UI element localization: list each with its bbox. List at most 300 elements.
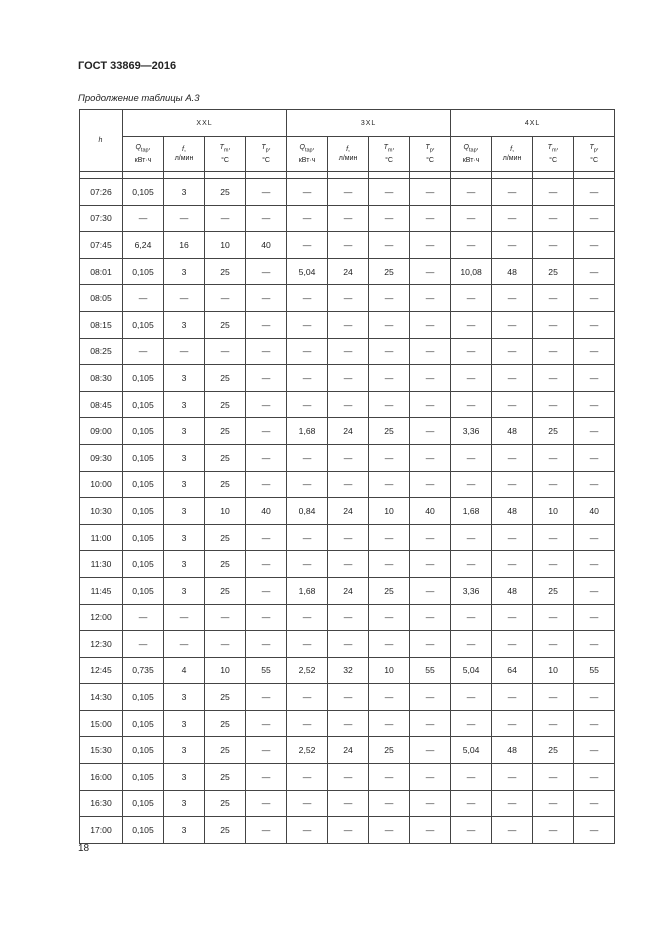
value-cell: — bbox=[164, 631, 205, 658]
value-cell: 25 bbox=[205, 710, 246, 737]
value-cell: 25 bbox=[205, 391, 246, 418]
value-cell: 0,105 bbox=[123, 471, 164, 498]
value-cell: 32 bbox=[328, 657, 369, 684]
value-cell: — bbox=[492, 205, 533, 232]
value-cell: — bbox=[533, 684, 574, 711]
value-cell: — bbox=[451, 710, 492, 737]
value-cell: — bbox=[492, 365, 533, 392]
value-cell: — bbox=[246, 285, 287, 312]
value-cell: 4 bbox=[164, 657, 205, 684]
value-cell: — bbox=[205, 631, 246, 658]
t-p-header: $T_p$, °C bbox=[574, 137, 615, 172]
value-cell: — bbox=[205, 604, 246, 631]
value-cell: 55 bbox=[410, 657, 451, 684]
value-cell: — bbox=[287, 764, 328, 791]
value-cell: 0,105 bbox=[123, 764, 164, 791]
h-column-header: h bbox=[80, 110, 123, 172]
value-cell: — bbox=[369, 817, 410, 844]
value-cell: — bbox=[451, 551, 492, 578]
value-cell: — bbox=[287, 684, 328, 711]
value-cell: — bbox=[164, 285, 205, 312]
value-cell: — bbox=[328, 444, 369, 471]
value-cell: — bbox=[410, 444, 451, 471]
value-cell: 2,52 bbox=[287, 737, 328, 764]
time-cell: 07:30 bbox=[80, 205, 123, 232]
value-cell: — bbox=[287, 232, 328, 259]
value-cell: 1,68 bbox=[451, 498, 492, 525]
f-header: f, л/мин bbox=[492, 137, 533, 172]
t-m-header: $T_m$, °C bbox=[369, 137, 410, 172]
value-cell: — bbox=[533, 631, 574, 658]
value-cell: — bbox=[410, 418, 451, 445]
value-cell: — bbox=[574, 232, 615, 259]
table-row bbox=[80, 790, 615, 817]
value-cell: — bbox=[328, 205, 369, 232]
value-cell: 25 bbox=[533, 258, 574, 285]
value-cell: — bbox=[492, 471, 533, 498]
value-cell: 40 bbox=[246, 232, 287, 259]
value-cell: — bbox=[328, 710, 369, 737]
table-row bbox=[80, 657, 615, 684]
value-cell: — bbox=[287, 631, 328, 658]
value-cell: 3 bbox=[164, 524, 205, 551]
value-cell: — bbox=[492, 684, 533, 711]
value-cell: — bbox=[246, 551, 287, 578]
q-tap-header: $Q_{tap}$, кВт·ч bbox=[123, 137, 164, 172]
value-cell: 10 bbox=[533, 498, 574, 525]
table-row bbox=[80, 365, 615, 392]
value-cell: — bbox=[369, 391, 410, 418]
value-cell: — bbox=[164, 338, 205, 365]
value-cell: — bbox=[533, 790, 574, 817]
value-cell: — bbox=[328, 285, 369, 312]
value-cell: — bbox=[287, 604, 328, 631]
value-cell: 0,84 bbox=[287, 498, 328, 525]
q-tap-header: $Q_{tap}$, кВт·ч bbox=[287, 137, 328, 172]
value-cell: — bbox=[492, 764, 533, 791]
value-cell: — bbox=[574, 258, 615, 285]
value-cell: 24 bbox=[328, 258, 369, 285]
time-cell: 15:00 bbox=[80, 710, 123, 737]
value-cell: — bbox=[246, 710, 287, 737]
value-cell: — bbox=[410, 790, 451, 817]
value-cell: 24 bbox=[328, 498, 369, 525]
value-cell: 0,105 bbox=[123, 444, 164, 471]
value-cell: 3 bbox=[164, 311, 205, 338]
time-cell: 15:30 bbox=[80, 737, 123, 764]
value-cell: 3,36 bbox=[451, 418, 492, 445]
value-cell: — bbox=[123, 205, 164, 232]
value-cell: — bbox=[492, 444, 533, 471]
value-cell: — bbox=[574, 179, 615, 206]
table-row bbox=[80, 444, 615, 471]
value-cell: 25 bbox=[205, 764, 246, 791]
value-cell: 25 bbox=[205, 444, 246, 471]
time-cell: 08:25 bbox=[80, 338, 123, 365]
value-cell: — bbox=[369, 311, 410, 338]
value-cell: — bbox=[410, 604, 451, 631]
value-cell: 0,105 bbox=[123, 365, 164, 392]
value-cell: — bbox=[492, 710, 533, 737]
group-header-xxl: XXL bbox=[123, 110, 287, 137]
value-cell: — bbox=[246, 365, 287, 392]
value-cell: — bbox=[451, 205, 492, 232]
t-p-header: $T_p$, °C bbox=[246, 137, 287, 172]
value-cell: — bbox=[492, 604, 533, 631]
value-cell: — bbox=[533, 710, 574, 737]
table-row bbox=[80, 205, 615, 232]
value-cell: 25 bbox=[205, 684, 246, 711]
value-cell: 10 bbox=[369, 498, 410, 525]
value-cell: — bbox=[574, 551, 615, 578]
value-cell: — bbox=[451, 338, 492, 365]
value-cell: 48 bbox=[492, 498, 533, 525]
value-cell: — bbox=[246, 764, 287, 791]
value-cell: — bbox=[287, 338, 328, 365]
value-cell: — bbox=[410, 471, 451, 498]
value-cell: 3 bbox=[164, 577, 205, 604]
value-cell: 1,68 bbox=[287, 577, 328, 604]
value-cell: — bbox=[574, 790, 615, 817]
value-cell: 48 bbox=[492, 577, 533, 604]
value-cell: 24 bbox=[328, 577, 369, 604]
value-cell: 25 bbox=[369, 577, 410, 604]
value-cell: 3 bbox=[164, 551, 205, 578]
value-cell: — bbox=[246, 418, 287, 445]
time-cell: 16:00 bbox=[80, 764, 123, 791]
value-cell: — bbox=[492, 524, 533, 551]
value-cell: 48 bbox=[492, 258, 533, 285]
value-cell: — bbox=[246, 391, 287, 418]
value-cell: — bbox=[369, 338, 410, 365]
value-cell: — bbox=[246, 684, 287, 711]
value-cell: — bbox=[410, 205, 451, 232]
value-cell: — bbox=[246, 179, 287, 206]
table-row bbox=[80, 391, 615, 418]
value-cell: 0,105 bbox=[123, 684, 164, 711]
value-cell: — bbox=[410, 338, 451, 365]
value-cell: — bbox=[328, 551, 369, 578]
value-cell: — bbox=[574, 391, 615, 418]
value-cell: 3 bbox=[164, 391, 205, 418]
value-cell: 10 bbox=[205, 232, 246, 259]
value-cell: — bbox=[533, 444, 574, 471]
value-cell: 3 bbox=[164, 258, 205, 285]
value-cell: — bbox=[369, 551, 410, 578]
value-cell: — bbox=[287, 311, 328, 338]
value-cell: — bbox=[533, 471, 574, 498]
value-cell: — bbox=[533, 365, 574, 392]
value-cell: — bbox=[533, 232, 574, 259]
value-cell: — bbox=[287, 471, 328, 498]
value-cell: 0,105 bbox=[123, 790, 164, 817]
value-cell: — bbox=[287, 710, 328, 737]
value-cell: — bbox=[410, 684, 451, 711]
value-cell: — bbox=[287, 524, 328, 551]
value-cell: — bbox=[492, 311, 533, 338]
value-cell: — bbox=[328, 179, 369, 206]
document-title: ГОСТ 33869—2016 bbox=[78, 60, 177, 72]
time-cell: 07:26 bbox=[80, 179, 123, 206]
value-cell: — bbox=[574, 817, 615, 844]
value-cell: — bbox=[451, 524, 492, 551]
value-cell: — bbox=[164, 205, 205, 232]
value-cell: — bbox=[246, 631, 287, 658]
value-cell: — bbox=[246, 577, 287, 604]
time-cell: 14:30 bbox=[80, 684, 123, 711]
value-cell: 3 bbox=[164, 471, 205, 498]
value-cell: — bbox=[492, 179, 533, 206]
value-cell: — bbox=[369, 285, 410, 312]
table-row bbox=[80, 710, 615, 737]
value-cell: — bbox=[123, 604, 164, 631]
value-cell: — bbox=[492, 338, 533, 365]
value-cell: — bbox=[574, 285, 615, 312]
value-cell: — bbox=[246, 258, 287, 285]
value-cell: 25 bbox=[369, 258, 410, 285]
t-p-header: $T_p$, °C bbox=[410, 137, 451, 172]
time-cell: 08:15 bbox=[80, 311, 123, 338]
value-cell: — bbox=[533, 817, 574, 844]
value-cell: — bbox=[328, 764, 369, 791]
value-cell: — bbox=[123, 285, 164, 312]
q-tap-header: $Q_{tap}$, кВт·ч bbox=[451, 137, 492, 172]
value-cell: — bbox=[492, 790, 533, 817]
value-cell: — bbox=[410, 258, 451, 285]
value-cell: — bbox=[369, 179, 410, 206]
value-cell: — bbox=[574, 365, 615, 392]
value-cell: — bbox=[574, 577, 615, 604]
value-cell: — bbox=[451, 684, 492, 711]
value-cell: — bbox=[410, 577, 451, 604]
value-cell: 5,04 bbox=[451, 737, 492, 764]
value-cell: — bbox=[574, 338, 615, 365]
value-cell: 25 bbox=[205, 817, 246, 844]
value-cell: — bbox=[328, 790, 369, 817]
table-row bbox=[80, 471, 615, 498]
value-cell: — bbox=[410, 232, 451, 259]
value-cell: 40 bbox=[246, 498, 287, 525]
time-cell: 08:30 bbox=[80, 365, 123, 392]
t-m-header: $T_m$, °C bbox=[205, 137, 246, 172]
time-cell: 07:45 bbox=[80, 232, 123, 259]
value-cell: — bbox=[287, 551, 328, 578]
time-cell: 09:30 bbox=[80, 444, 123, 471]
value-cell: — bbox=[369, 205, 410, 232]
value-cell: — bbox=[369, 764, 410, 791]
value-cell: — bbox=[574, 524, 615, 551]
value-cell: 25 bbox=[205, 418, 246, 445]
value-cell: — bbox=[205, 205, 246, 232]
f-header: f, л/мин bbox=[328, 137, 369, 172]
value-cell: 25 bbox=[205, 258, 246, 285]
value-cell: 10,08 bbox=[451, 258, 492, 285]
value-cell: — bbox=[533, 338, 574, 365]
value-cell: — bbox=[533, 764, 574, 791]
value-cell: — bbox=[246, 790, 287, 817]
value-cell: 1,68 bbox=[287, 418, 328, 445]
value-cell: — bbox=[574, 764, 615, 791]
value-cell: — bbox=[369, 232, 410, 259]
value-cell: — bbox=[246, 604, 287, 631]
value-cell: 5,04 bbox=[287, 258, 328, 285]
value-cell: — bbox=[328, 471, 369, 498]
table-row bbox=[80, 577, 615, 604]
table-row bbox=[80, 258, 615, 285]
value-cell: — bbox=[410, 551, 451, 578]
value-cell: — bbox=[574, 311, 615, 338]
value-cell: — bbox=[451, 311, 492, 338]
value-cell: 10 bbox=[369, 657, 410, 684]
value-cell: — bbox=[451, 391, 492, 418]
table-row bbox=[80, 498, 615, 525]
value-cell: 0,735 bbox=[123, 657, 164, 684]
table-row bbox=[80, 338, 615, 365]
value-cell: — bbox=[410, 311, 451, 338]
value-cell: 3,36 bbox=[451, 577, 492, 604]
value-cell: — bbox=[410, 817, 451, 844]
value-cell: — bbox=[287, 391, 328, 418]
value-cell: — bbox=[246, 471, 287, 498]
value-cell: 3 bbox=[164, 817, 205, 844]
value-cell: 3 bbox=[164, 710, 205, 737]
value-cell: — bbox=[246, 205, 287, 232]
time-cell: 16:30 bbox=[80, 790, 123, 817]
value-cell: — bbox=[533, 391, 574, 418]
group-header-4xl: 4XL bbox=[451, 110, 615, 137]
value-cell: — bbox=[328, 311, 369, 338]
value-cell: — bbox=[451, 471, 492, 498]
value-cell: 6,24 bbox=[123, 232, 164, 259]
value-cell: 25 bbox=[205, 179, 246, 206]
value-cell: — bbox=[410, 631, 451, 658]
time-cell: 10:00 bbox=[80, 471, 123, 498]
value-cell: — bbox=[492, 551, 533, 578]
value-cell: — bbox=[246, 444, 287, 471]
value-cell: — bbox=[287, 817, 328, 844]
value-cell: — bbox=[287, 790, 328, 817]
value-cell: — bbox=[246, 311, 287, 338]
value-cell: 55 bbox=[246, 657, 287, 684]
table-row bbox=[80, 179, 615, 206]
value-cell: — bbox=[451, 764, 492, 791]
value-cell: — bbox=[533, 551, 574, 578]
value-cell: 10 bbox=[533, 657, 574, 684]
value-cell: 3 bbox=[164, 179, 205, 206]
time-cell: 08:05 bbox=[80, 285, 123, 312]
value-cell: 25 bbox=[205, 311, 246, 338]
value-cell: 2,52 bbox=[287, 657, 328, 684]
table-row bbox=[80, 737, 615, 764]
value-cell: — bbox=[328, 365, 369, 392]
value-cell: 25 bbox=[369, 737, 410, 764]
value-cell: — bbox=[451, 790, 492, 817]
value-cell: 24 bbox=[328, 737, 369, 764]
value-cell: — bbox=[410, 524, 451, 551]
value-cell: — bbox=[369, 471, 410, 498]
value-cell: — bbox=[328, 391, 369, 418]
value-cell: 0,105 bbox=[123, 551, 164, 578]
value-cell: — bbox=[410, 179, 451, 206]
value-cell: — bbox=[246, 338, 287, 365]
value-cell: 48 bbox=[492, 737, 533, 764]
table-row bbox=[80, 551, 615, 578]
value-cell: 3 bbox=[164, 684, 205, 711]
value-cell: 0,105 bbox=[123, 710, 164, 737]
table-row bbox=[80, 684, 615, 711]
data-table bbox=[79, 109, 615, 844]
value-cell: — bbox=[369, 710, 410, 737]
time-cell: 09:00 bbox=[80, 418, 123, 445]
value-cell: — bbox=[533, 285, 574, 312]
value-cell: — bbox=[328, 684, 369, 711]
value-cell: — bbox=[205, 285, 246, 312]
value-cell: 10 bbox=[205, 498, 246, 525]
value-cell: 3 bbox=[164, 764, 205, 791]
value-cell: 24 bbox=[328, 418, 369, 445]
value-cell: 25 bbox=[205, 577, 246, 604]
value-cell: 25 bbox=[205, 790, 246, 817]
value-cell: — bbox=[287, 365, 328, 392]
value-cell: — bbox=[369, 631, 410, 658]
value-cell: — bbox=[410, 365, 451, 392]
value-cell: 0,105 bbox=[123, 179, 164, 206]
value-cell: 64 bbox=[492, 657, 533, 684]
value-cell: — bbox=[533, 524, 574, 551]
value-cell: 0,105 bbox=[123, 391, 164, 418]
value-cell: — bbox=[533, 311, 574, 338]
value-cell: — bbox=[369, 524, 410, 551]
value-cell: — bbox=[287, 205, 328, 232]
value-cell: — bbox=[574, 737, 615, 764]
table-row bbox=[80, 232, 615, 259]
value-cell: — bbox=[574, 710, 615, 737]
value-cell: — bbox=[492, 391, 533, 418]
value-cell: 3 bbox=[164, 790, 205, 817]
value-cell: 0,105 bbox=[123, 577, 164, 604]
time-cell: 12:45 bbox=[80, 657, 123, 684]
value-cell: — bbox=[451, 444, 492, 471]
table-row bbox=[80, 418, 615, 445]
value-cell: — bbox=[164, 604, 205, 631]
value-cell: — bbox=[410, 285, 451, 312]
value-cell: — bbox=[328, 604, 369, 631]
value-cell: — bbox=[410, 764, 451, 791]
time-cell: 12:00 bbox=[80, 604, 123, 631]
value-cell: — bbox=[492, 232, 533, 259]
time-cell: 08:45 bbox=[80, 391, 123, 418]
value-cell: 25 bbox=[205, 365, 246, 392]
value-cell: — bbox=[328, 817, 369, 844]
value-cell: — bbox=[492, 631, 533, 658]
value-cell: — bbox=[451, 604, 492, 631]
value-cell: 10 bbox=[205, 657, 246, 684]
value-cell: 25 bbox=[533, 577, 574, 604]
value-cell: — bbox=[451, 365, 492, 392]
table-row bbox=[80, 524, 615, 551]
value-cell: 0,105 bbox=[123, 524, 164, 551]
value-cell: — bbox=[451, 817, 492, 844]
value-cell: — bbox=[123, 338, 164, 365]
value-cell: — bbox=[533, 604, 574, 631]
f-header: f, л/мин bbox=[164, 137, 205, 172]
value-cell: — bbox=[451, 285, 492, 312]
value-cell: 0,105 bbox=[123, 258, 164, 285]
value-cell: 40 bbox=[410, 498, 451, 525]
value-cell: 3 bbox=[164, 418, 205, 445]
value-cell: — bbox=[328, 524, 369, 551]
value-cell: — bbox=[533, 179, 574, 206]
